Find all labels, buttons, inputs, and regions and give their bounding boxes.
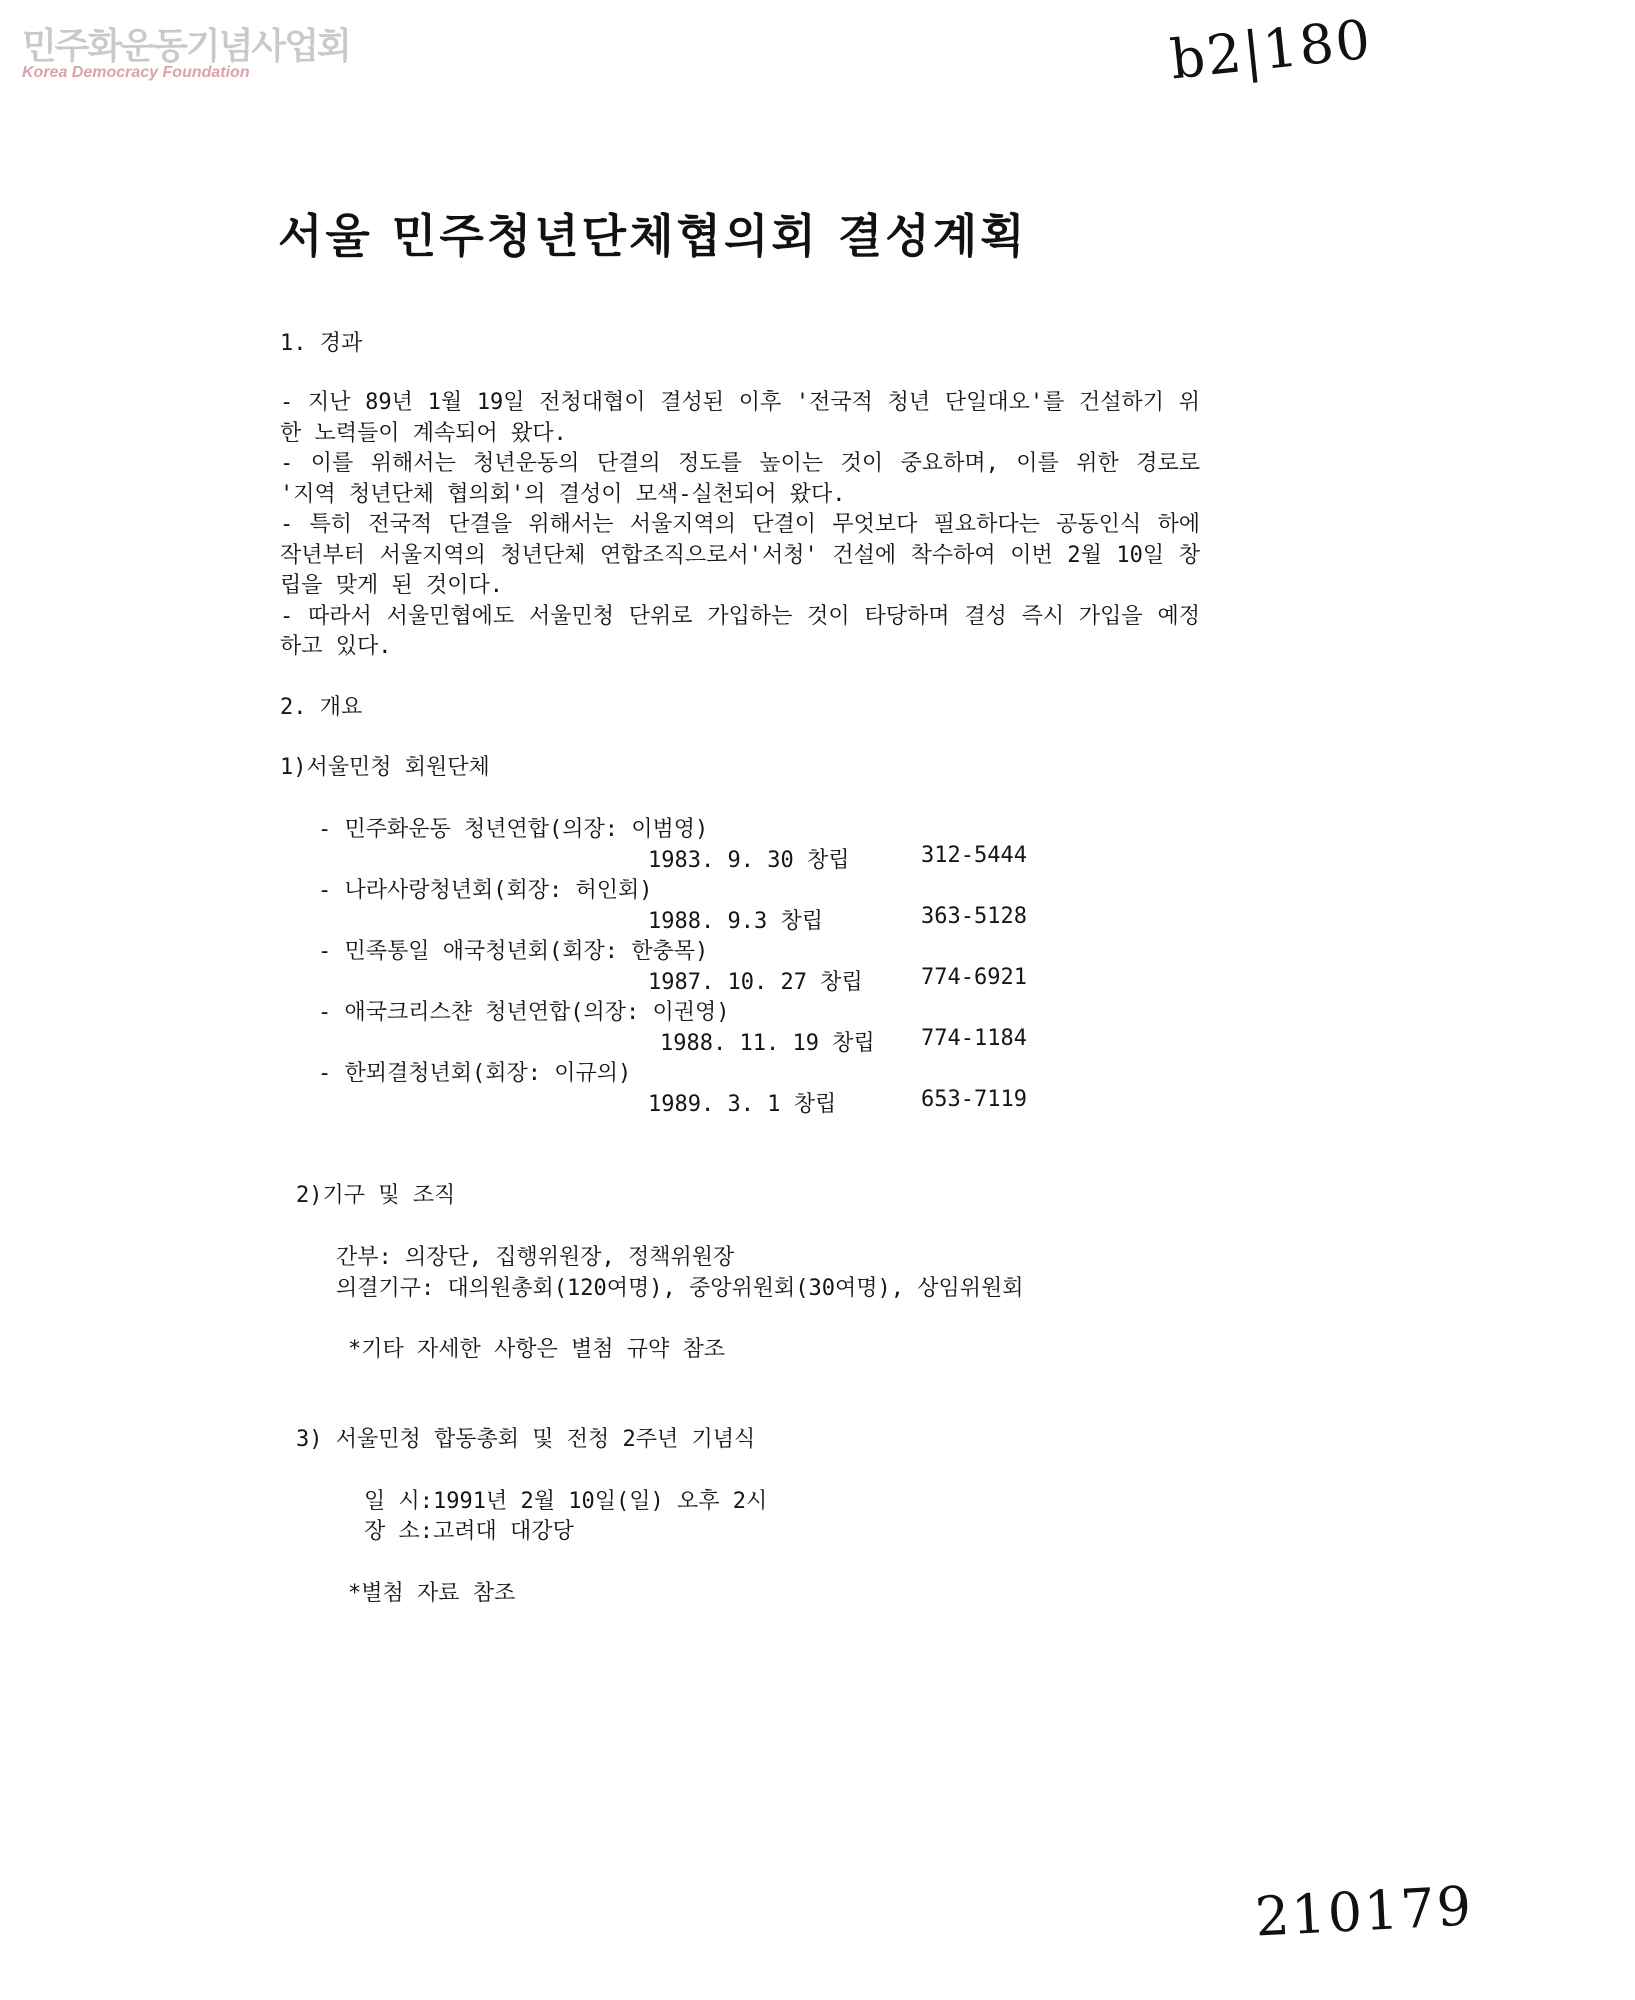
section-1-paragraph: - 따라서 서울민협에도 서울민청 단위로 가입하는 것이 타당하며 결성 즉시 가입을 예정하고 있다. xyxy=(280,603,1200,659)
subsection-event-heading: 3) 서울민청 합동총회 및 전청 2주년 기념식 xyxy=(296,1427,756,1452)
member-org-founded: 1987. 10. 27 창립 xyxy=(648,970,863,995)
handwritten-page-number: 210179 xyxy=(1253,1874,1475,1949)
event-datetime: 일 시:1991년 2월 10일(일) 오후 2시 xyxy=(364,1489,768,1514)
member-org-founded: 1989. 3. 1 창립 xyxy=(648,1092,837,1117)
subsection-organization-heading: 2)기구 및 조직 xyxy=(296,1183,456,1208)
member-org-phone: 363-5128 xyxy=(921,904,1027,929)
member-org-founded: 1988. 11. 19 창립 xyxy=(660,1031,875,1056)
member-org-name: - 애국크리스챤 청년연합(의장: 이권영) xyxy=(318,1000,730,1025)
section-2-heading: 2. 개요 xyxy=(280,695,363,720)
member-org-phone: 653-7119 xyxy=(921,1087,1027,1112)
subsection-members-heading: 1)서울민청 회원단체 xyxy=(280,755,490,780)
member-org-founded: 1983. 9. 30 창립 xyxy=(648,848,850,873)
member-org-phone: 312-5444 xyxy=(921,843,1027,868)
foundation-logo-english: Korea Democracy Foundation xyxy=(22,64,250,81)
member-org-phone: 774-6921 xyxy=(921,965,1027,990)
section-1-paragraph: - 지난 89년 1월 19일 전청대협이 결성된 이후 '전국적 청년 단일대오'를 건설하기 위한 노력들이 계속되어 왔다. xyxy=(280,390,1200,446)
section-1-paragraph: - 이를 위해서는 청년운동의 단결의 정도를 높이는 것이 중요하며, 이를 위한 경로로 '지역 청년단체 협의회'의 결성이 모색-실천되어 왔다. xyxy=(280,451,1200,507)
section-1-heading: 1. 경과 xyxy=(280,331,363,356)
member-org-founded: 1988. 9.3 창립 xyxy=(648,909,823,934)
organization-note: *기타 자세한 사항은 별첨 규약 참조 xyxy=(348,1337,725,1362)
section-1-paragraph: - 특히 전국적 단결을 위해서는 서울지역의 단결이 무엇보다 필요하다는 공동인식 하에 작년부터 서울지역의 청년단체 연합조직으로서'서청' 건설에 착수하여 이번 2월 10일 창립을 맞게 된 것이다. xyxy=(280,512,1200,598)
organization-decision-bodies: 의결기구: 대의원총회(120여명), 중앙위원회(30여명), 상임위원회 xyxy=(336,1276,1024,1301)
foundation-logo-korean: 민주화운동기념사업회 xyxy=(22,26,350,67)
member-org-name: - 민주화운동 청년연합(의장: 이범영) xyxy=(318,817,709,842)
section-1-body xyxy=(280,388,1200,663)
member-org-name: - 나라사랑청년회(회장: 허인회) xyxy=(318,878,653,903)
member-org-name: - 한뫼결청년회(회장: 이규의) xyxy=(318,1061,632,1086)
member-org-phone: 774-1184 xyxy=(921,1026,1027,1051)
member-org-name: - 민족통일 애국청년회(회장: 한충목) xyxy=(318,939,709,964)
event-place: 장 소:고려대 대강당 xyxy=(364,1519,574,1544)
handwritten-archive-number: b2|180 xyxy=(1167,7,1375,92)
organization-officers: 간부: 의장단, 집행위원장, 정책위원장 xyxy=(336,1245,735,1270)
event-note: *별첨 자료 참조 xyxy=(348,1581,516,1606)
document-title: 서울 민주청년단체협의회 결성계획 xyxy=(278,209,1028,263)
